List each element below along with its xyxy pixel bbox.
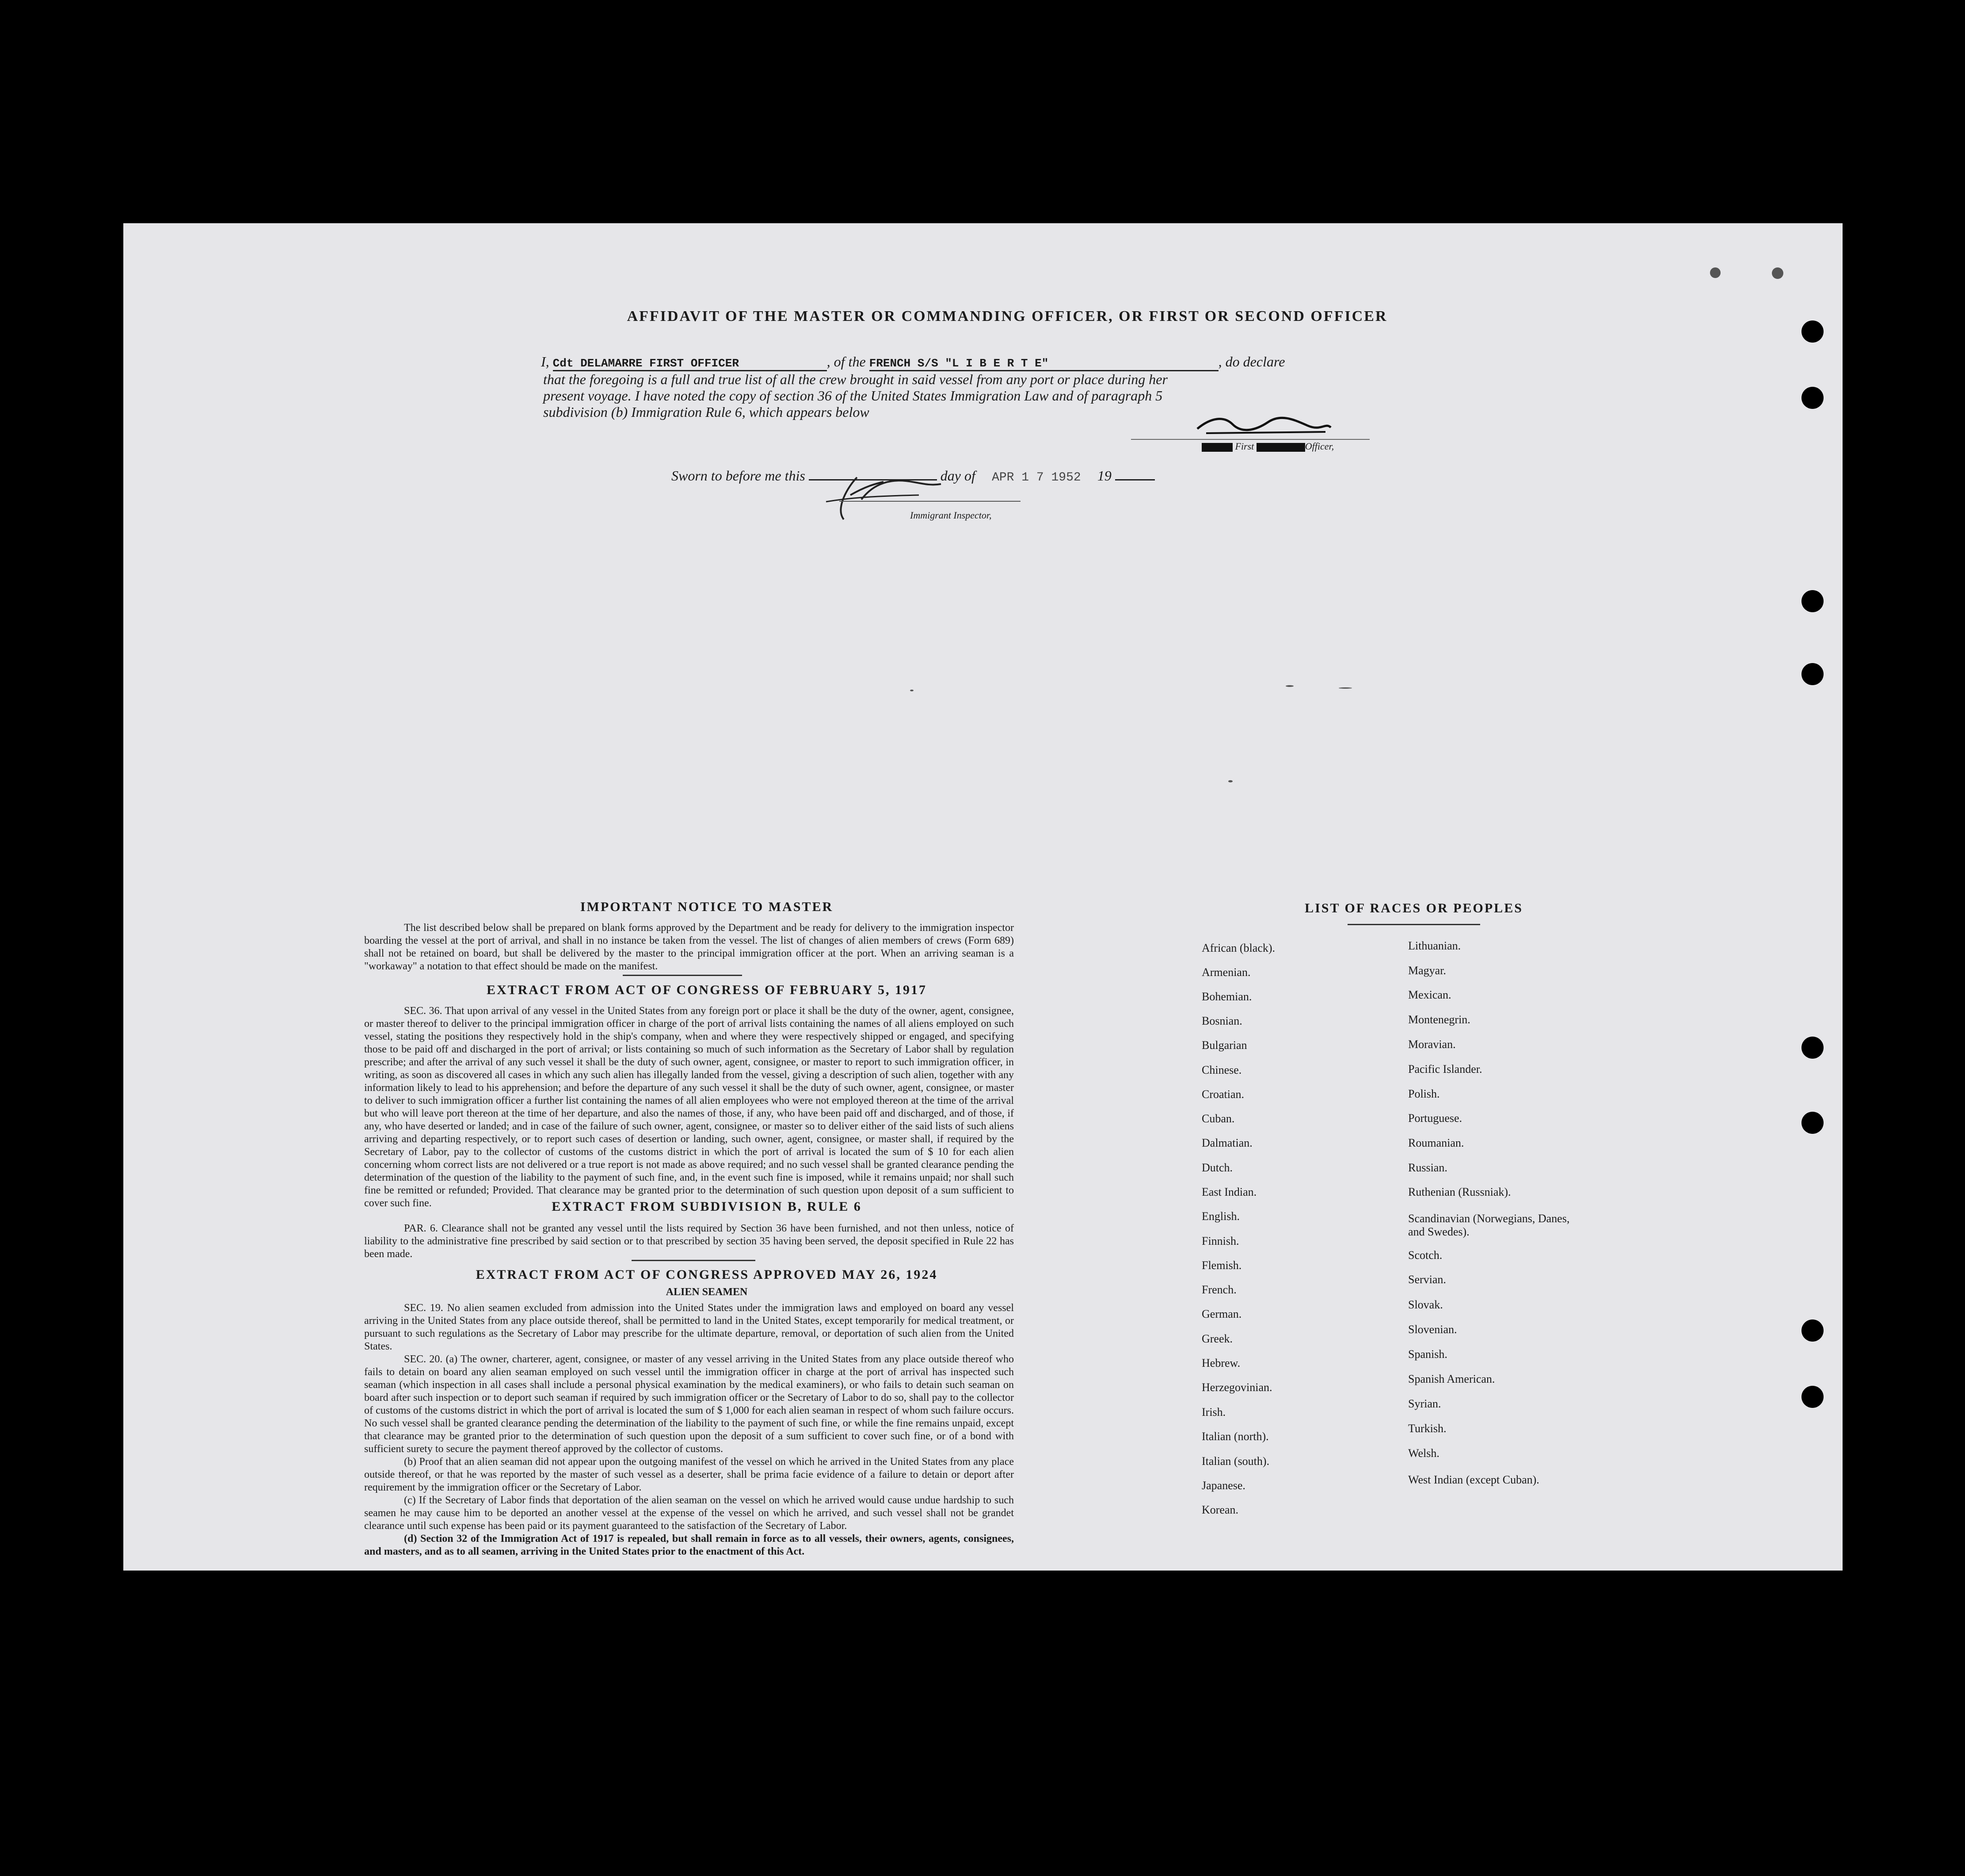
race-item: Spanish. [1408,1348,1447,1361]
inspector-caption: Immigrant Inspector, [910,510,992,521]
extract-1924-body [364,1302,1014,1558]
affidavit-declaration-line [541,354,1491,371]
race-item: English. [1202,1210,1240,1223]
year-prefix: 19 [1097,468,1112,484]
extract-rule6-body: PAR. 6. Clearance shall not be granted any vessel until the lists required by Section 36 have been furnished, and not then unless, notice of liability to the administrative fine prescribed by said section or to that prescribed by section 35 having been served, the deposit specified in Rule 22 has been made. [364,1223,1014,1260]
of-the-text: , of the [826,354,866,370]
race-item: Roumanian. [1408,1136,1464,1149]
document-page [123,223,1843,1571]
faint-mark [1339,687,1352,689]
binder-hole [1801,1112,1824,1134]
sec-20a: SEC. 20. (a) The owner, charterer, agent, consignee, or master of any vessel arriving in the United States from any place outside thereof who fails to detain on board any alien seaman employed on such vessel until the immigration officer in charge at the port of arrival has inspected such seaman (which inspection in all cases shall include a personal physical examination by the medical examiners), or who fails to detain such seaman on board after such inspection or to deport such seaman if required by such immigration officer or the Secretary of Labor to do so, shall pay to the collector of customs of the customs district in which the port of arrival is located the sum of $ 1,000 for each alien seaman in respect of whom such failure occurs. No such vessel shall be granted clearance pending the determination of the liability to the payment of such fine, or while the fine remains unpaid, except that clearance may be granted prior to the determination of such question upon the deposit of a sum sufficient to cover such fine, or of a bond with sufficient surety to secure the payment thereof approved by the collector of customs. [364,1354,1014,1455]
signature-caption [1202,441,1334,452]
race-item: Croatian. [1202,1088,1245,1101]
race-item: Irish. [1202,1406,1226,1418]
divider [632,1260,755,1261]
race-item: Magyar. [1408,964,1446,977]
race-item: Armenian. [1202,966,1251,979]
extract-1924-title: EXTRACT FROM ACT OF CONGRESS APPROVED MAY 26, 1924 [476,1267,938,1282]
race-item: Scandinavian (Norwegians, Danes, and Swedes). [1408,1212,1570,1238]
race-item: Korean. [1202,1503,1239,1516]
inspector-signature-line [839,501,1021,502]
race-item: Italian (south). [1202,1455,1270,1468]
sworn-text: Sworn to before me this [671,468,805,484]
faint-mark [910,690,914,691]
officer-signature-line [1131,439,1370,440]
race-item: Scotch. [1408,1249,1443,1262]
vessel-name-field: FRENCH S/S "L I B E R T E" [869,357,1219,371]
extract-rule6-title: EXTRACT FROM SUBDIVISION B, RULE 6 [552,1199,862,1214]
faint-mark [1286,685,1294,687]
race-item: Slovak. [1408,1298,1443,1311]
race-item: French. [1202,1283,1237,1296]
binder-hole [1801,320,1824,343]
divider [623,975,742,976]
day-of-text: day of [940,468,975,484]
sec-19: SEC. 19. No alien seamen excluded from admission into the United States under the immigration laws and employed on board any vessel arriving in the United States from any place outside thereof, shall be permitted to land in the United States, except temporarily for medical treatment, or pursuant to such regulations as the Secretary of Labor may prescribe for the ultimate departure, removal, or deportation of such alien from the United States. [364,1302,1014,1352]
race-item: Lithuanian. [1408,939,1461,952]
race-item: Slovenian. [1408,1323,1457,1336]
sec-20d: (d) Section 32 of the Immigration Act of 1917 is repealed, but shall remain in force as to all vessels, their owners, agents, consignees, and masters, and as to all seamen, arriving in the United States prior to the enactment of this Act. [364,1533,1014,1557]
race-item: Pacific Islander. [1408,1063,1482,1075]
extract-1917-body: SEC. 36. That upon arrival of any vessel in the United States from any foreign port or place it shall be the duty of the owner, agent, consignee, or master thereof to deliver to the principal immigration officer in charge of the port of arrival lists containing the names of all aliens employed on such vessel, stating the positions they respectively hold in the ship's company, when and where they were respectively shipped or engaged, and specifying those to be paid off and discharged in the port of arrival; or lists containing so much of such information as the Secretary of Labor shall by regulation prescribe; and after the arrival of any such vessel it shall be the duty of such owner, agent, consignee, or master to report to such immigration officer, in writing, as soon as discovered all cases in which any such alien has illegally landed from the vessel, giving a description of such alien, together with any information likely to lead to his apprehension; and before the departure of any such vessel it shall be the duty of such owner, agent, consignee, or master to deliver to such immigration officer a further list containing the names of all alien employees who were not employed thereon at the time of the arrival but who will leave port thereon at the time of her departure, and also the names of those, if any, who have been paid off and discharged, and of those, if any, who have deserted or landed; and in case of the failure of such owner, agent, consignee, or master so to deliver either of the said lists of such aliens arriving and departing respectively, or to report such cases of desertion or landing, such owner, agent, consignee, or master shall, if required by the Secretary of Labor, pay to the collector of customs of the customs district in which the port of arrival is located the sum of $ 10 for each alien concerning whom correct lists are not delivered or a true report is not made as above required; and no such vessel shall be granted clearance pending the determination of the question of the liability to the payment of such fine, and, in the event such fine is imposed, while it remains unpaid; nor shall such fine be remitted or refunded; Provided. That clearance may be granted prior to the determination of such question upon deposit of a sum sufficient to cover such fine. [364,1005,1014,1209]
sec-20b: (b) Proof that an alien seaman did not appear upon the outgoing manifest of the vessel on which he arrived in the United States from any place outside thereof, or that he was reported by the master of such vessel as a deserter, shall be prima facie evidence of a failure to detain or deport after requirement by the immigration officer or the Secretary of Labor. [364,1456,1014,1493]
binder-hole [1801,1386,1824,1408]
race-item: Hebrew. [1202,1357,1241,1369]
i-prefix: I, [541,354,549,370]
race-item: Cuban. [1202,1112,1235,1125]
race-item: Moravian. [1408,1038,1456,1051]
do-declare-text: , do declare [1218,354,1285,370]
race-item: Chinese. [1202,1064,1242,1076]
race-item: Polish. [1408,1087,1440,1100]
officer-name-field: Cdt DELAMARRE FIRST OFFICER [553,357,827,371]
binder-hole [1801,663,1824,685]
binder-hole [1801,1319,1824,1342]
race-item: Ruthenian (Russniak). [1408,1186,1511,1198]
notice-title: IMPORTANT NOTICE TO MASTER [580,900,834,914]
race-item: Turkish. [1408,1422,1447,1435]
binder-hole [1801,590,1824,612]
extract-1924-subtitle: ALIEN SEAMEN [666,1286,748,1298]
race-item: Syrian. [1408,1397,1441,1410]
race-item: Spanish American. [1408,1373,1495,1385]
race-item: Flemish. [1202,1259,1242,1272]
binder-hole [1801,1037,1824,1059]
race-item: Welsh. [1408,1447,1439,1460]
faint-mark [1228,780,1233,782]
race-item: Bosnian. [1202,1014,1242,1027]
divider [1348,924,1480,925]
affidavit-title: AFFIDAVIT OF THE MASTER OR COMMANDING OFFICER, OR FIRST OR SECOND OFFICER [627,308,1388,324]
race-item: Italian (north). [1202,1430,1269,1443]
race-item: Mexican. [1408,988,1451,1001]
race-item: Bohemian. [1202,990,1252,1003]
race-item: Dalmatian. [1202,1136,1253,1149]
race-item: Dutch. [1202,1161,1233,1174]
race-item: Herzegovinian. [1202,1381,1272,1394]
date-stamp: APR 1 7 1952 [992,471,1081,484]
binder-hole [1801,387,1824,409]
race-item: Russian. [1408,1161,1447,1174]
race-item: African (black). [1202,942,1276,954]
caption-officer: Officer, [1305,441,1334,452]
affidavit-body-1: that the foregoing is a full and true list of all the crew brought in said vessel from any port or place during her [543,371,1168,387]
extract-1917-title: EXTRACT FROM ACT OF CONGRESS OF FEBRUARY 5, 1917 [486,983,927,997]
notice-body: The list described below shall be prepared on blank forms approved by the Department and be ready for delivery to the immigration inspector boarding the vessel at the port of arrival, and shall in no instance be taken from the vessel. The list of changes of alien members of crews (Form 689) shall not be retained on board, but shall be delivered by the master to the principal immigration officer at the port. When an arriving seaman is a "workaway" a notation to that effect should be made on the manifest. [364,922,1014,972]
race-item: East Indian. [1202,1186,1257,1198]
caption-first: First [1235,441,1254,452]
race-item: Portuguese. [1408,1112,1462,1125]
sec-20c: (c) If the Secretary of Labor finds that deportation of the alien seaman on the vessel on which he arrived would cause undue hardship to such seamen he may cause him to be deported an another vessel at the expense of the vessel on which he arrived, and such vessel shall not be grandet clearance until such expense has been paid or its payment guaranteed to the satisfaction of the Secretary of Labor. [364,1495,1014,1532]
race-item: Finnish. [1202,1235,1239,1247]
race-item: West Indian (except Cuban). [1408,1473,1539,1486]
race-item: Japanese. [1202,1479,1245,1492]
affidavit-body-3: subdivision (b) Immigration Rule 6, which appears below [543,404,869,420]
ink-speck [1710,267,1721,278]
race-item: Servian. [1408,1273,1446,1286]
race-item: German. [1202,1308,1242,1320]
ink-speck [1772,267,1783,279]
races-title: LIST OF RACES OR PEOPLES [1305,901,1523,915]
race-item: Bulgarian [1202,1039,1247,1052]
race-item: Montenegrin. [1408,1013,1470,1026]
race-item: Greek. [1202,1332,1233,1345]
affidavit-body-2: present voyage. I have noted the copy of section 36 of the United States Immigration Law and of paragraph 5 [543,388,1163,404]
